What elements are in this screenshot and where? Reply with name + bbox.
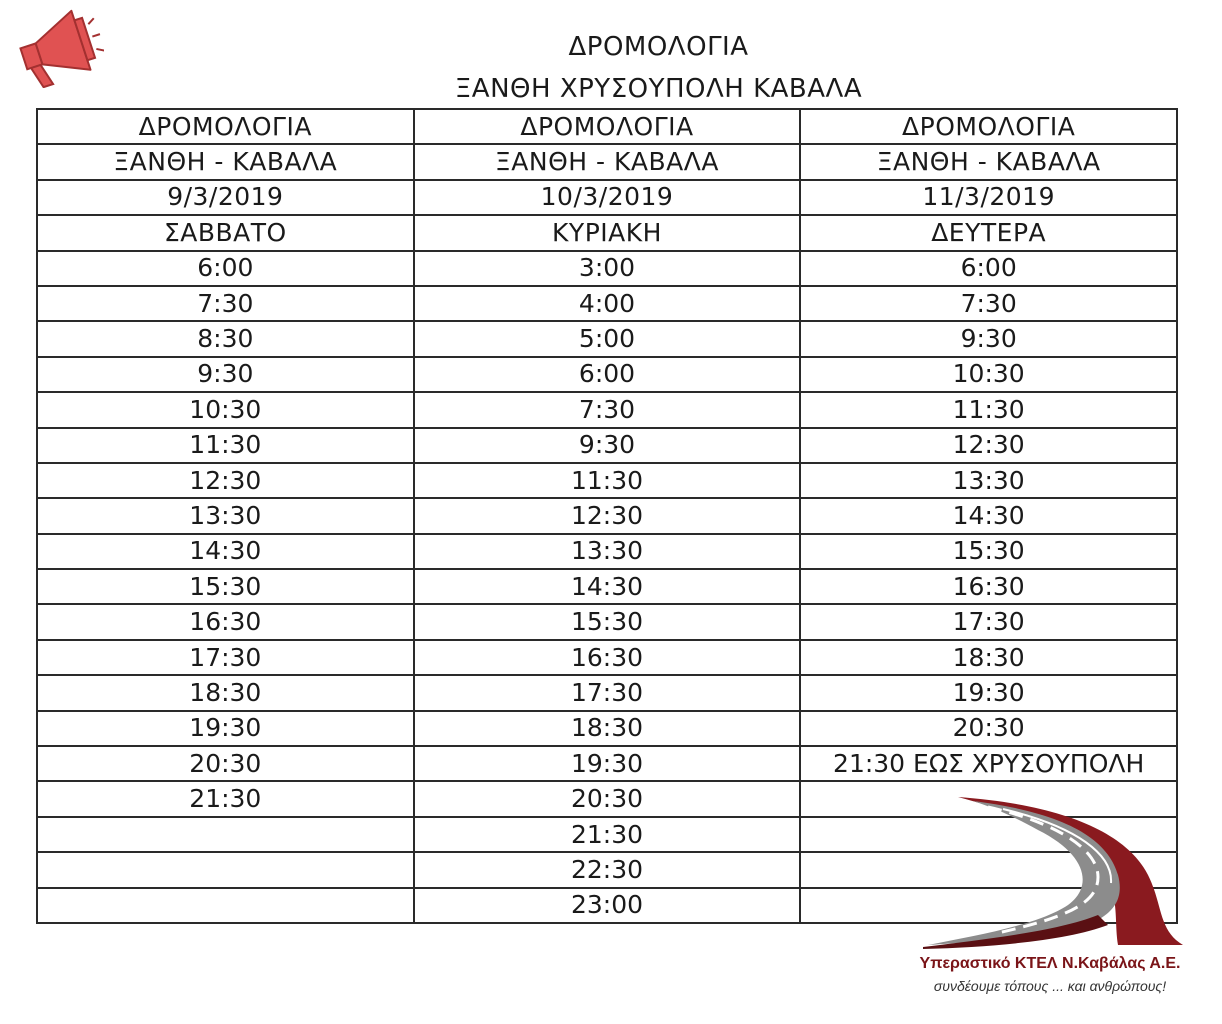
departure-time: 19:30 (414, 746, 801, 781)
table-row (37, 746, 1177, 781)
departure-time: 15:30 (37, 569, 414, 604)
departure-time: 13:30 (37, 498, 414, 533)
header-row (37, 109, 1177, 144)
header-route: ΞΑΝΘΗ - ΚΑΒΑΛΑ (414, 144, 801, 179)
departure-time: 8:30 (37, 321, 414, 356)
table-row (37, 675, 1177, 710)
departure-time: 6:00 (800, 251, 1177, 286)
table-row (37, 711, 1177, 746)
table-row (37, 604, 1177, 639)
title-line-2: ΞΑΝΘΗ ΧΡΥΣΟΥΠΟΛΗ ΚΑΒΑΛΑ (454, 74, 863, 104)
departure-time: 9:30 (414, 428, 801, 463)
table-row (37, 569, 1177, 604)
header-title: ΔΡΟΜΟΛΟΓΙΑ (414, 109, 801, 144)
departure-time: 16:30 (800, 569, 1177, 604)
departure-time: 18:30 (414, 711, 801, 746)
header-day: ΣΑΒΒΑΤΟ (37, 215, 414, 250)
departure-time: 5:00 (414, 321, 801, 356)
departure-time: 16:30 (414, 640, 801, 675)
table-row (37, 534, 1177, 569)
departure-time: 20:30 (414, 781, 801, 816)
departure-time: 6:00 (37, 251, 414, 286)
table-row (37, 498, 1177, 533)
header-route: ΞΑΝΘΗ - ΚΑΒΑΛΑ (37, 144, 414, 179)
header-date: 9/3/2019 (37, 180, 414, 215)
departure-time: 9:30 (800, 321, 1177, 356)
header-title: ΔΡΟΜΟΛΟΓΙΑ (37, 109, 414, 144)
departure-time: 22:30 (414, 852, 801, 887)
departure-time: 7:30 (37, 286, 414, 321)
departure-time: 7:30 (800, 286, 1177, 321)
departure-time: 14:30 (414, 569, 801, 604)
departure-time: 15:30 (414, 604, 801, 639)
departure-time: 4:00 (414, 286, 801, 321)
table-row (37, 392, 1177, 427)
header-day: ΔΕΥΤΕΡΑ (800, 215, 1177, 250)
departure-time: 18:30 (800, 640, 1177, 675)
table-row (37, 463, 1177, 498)
departure-time: 17:30 (37, 640, 414, 675)
header-date: 11/3/2019 (800, 180, 1177, 215)
departure-time: 7:30 (414, 392, 801, 427)
departure-time: 18:30 (37, 675, 414, 710)
departure-time: 14:30 (37, 534, 414, 569)
departure-time: 6:00 (414, 357, 801, 392)
departure-time: 11:30 (37, 428, 414, 463)
header-title: ΔΡΟΜΟΛΟΓΙΑ (800, 109, 1177, 144)
departure-time: 23:00 (414, 888, 801, 923)
departure-time: 13:30 (414, 534, 801, 569)
departure-time: 12:30 (37, 463, 414, 498)
departure-time: 16:30 (37, 604, 414, 639)
company-slogan: συνδέουμε τόπους ... και ανθρώπους! (933, 978, 1167, 994)
title-line-1: ΔΡΟΜΟΛΟΓΙΑ (568, 32, 749, 62)
table-row (37, 251, 1177, 286)
departure-time (37, 852, 414, 887)
header-route: ΞΑΝΘΗ - ΚΑΒΑΛΑ (800, 144, 1177, 179)
departure-time: 19:30 (800, 675, 1177, 710)
departure-time: 12:30 (800, 428, 1177, 463)
departure-time: 19:30 (37, 711, 414, 746)
table-row (37, 428, 1177, 463)
table-row (37, 357, 1177, 392)
document-title (0, 26, 1222, 110)
departure-time: 14:30 (800, 498, 1177, 533)
header-day: ΚΥΡΙΑΚΗ (414, 215, 801, 250)
header-row (37, 144, 1177, 179)
header-date: 10/3/2019 (414, 180, 801, 215)
departure-time: 20:30 (37, 746, 414, 781)
departure-time: 21:30 (37, 781, 414, 816)
header-row (37, 215, 1177, 250)
departure-time: 12:30 (414, 498, 801, 533)
departure-time: 11:30 (800, 392, 1177, 427)
table-row (37, 321, 1177, 356)
departure-time: 15:30 (800, 534, 1177, 569)
company-logo (900, 795, 1200, 1005)
departure-time (37, 888, 414, 923)
departure-time: 9:30 (37, 357, 414, 392)
departure-time: 21:30 ΕΩΣ ΧΡΥΣΟΥΠΟΛΗ (800, 746, 1177, 781)
departure-time (37, 817, 414, 852)
company-name: Υπεραστικό ΚΤΕΛ Ν.Καβάλας Α.Ε. (919, 955, 1181, 972)
departure-time: 11:30 (414, 463, 801, 498)
table-row (37, 640, 1177, 675)
departure-time: 3:00 (414, 251, 801, 286)
departure-time: 13:30 (800, 463, 1177, 498)
departure-time: 10:30 (37, 392, 414, 427)
departure-time: 21:30 (414, 817, 801, 852)
header-row (37, 180, 1177, 215)
table-row (37, 286, 1177, 321)
departure-time: 17:30 (800, 604, 1177, 639)
departure-time: 17:30 (414, 675, 801, 710)
road-logo-icon (918, 795, 1188, 950)
departure-time: 10:30 (800, 357, 1177, 392)
departure-time: 20:30 (800, 711, 1177, 746)
